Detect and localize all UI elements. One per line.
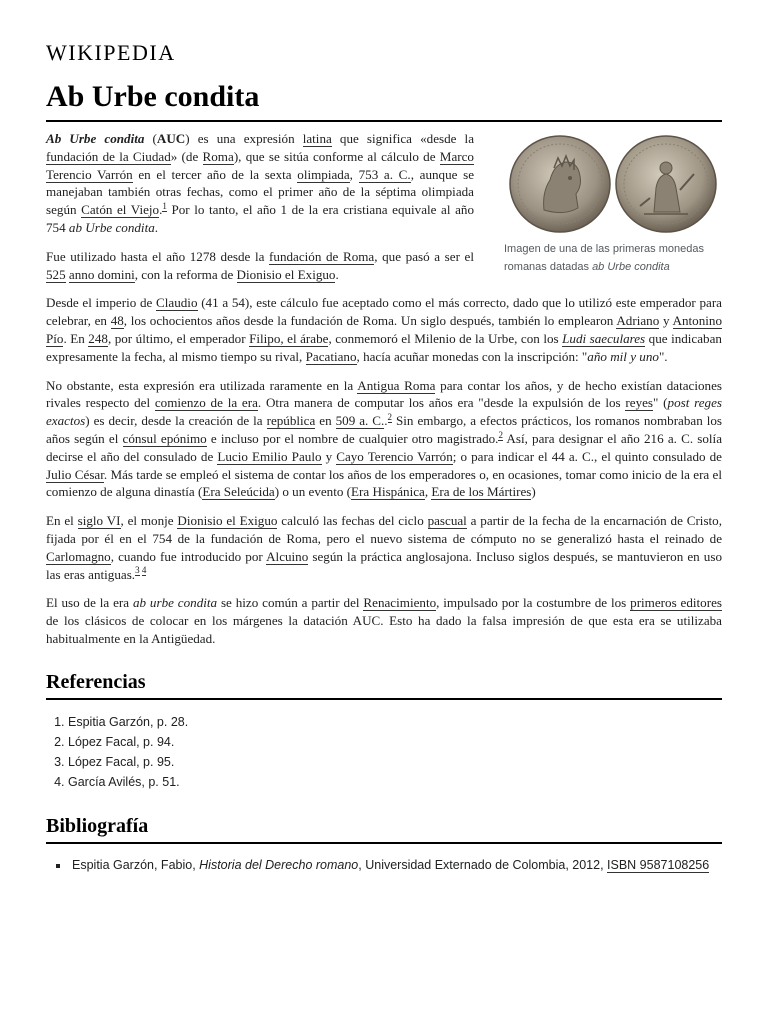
link-renacimiento[interactable]: Renacimiento — [363, 595, 437, 611]
link-reyes[interactable]: reyes — [625, 395, 654, 411]
italic-text: post reges exactos — [46, 395, 723, 429]
italic-text: Ludi saeculares — [562, 330, 646, 346]
link-isbn[interactable]: ISBN 9587108256 — [607, 857, 710, 872]
references-list — [68, 712, 722, 792]
link-antigua-roma[interactable]: Antigua Roma — [357, 377, 436, 393]
caption-italic: ab Urbe condita — [592, 261, 670, 273]
link-claudio[interactable]: Claudio — [156, 295, 198, 311]
text: de los clásicos de colocar en los márgenes la datación AUC. Esto ha dado la falsa impresión de que esta era se utilizaba habitualmente en la Antigüedad. — [46, 613, 722, 646]
link-varron[interactable]: Marco Terencio Varrón — [46, 148, 474, 182]
italic-text: ab Urbe condita — [68, 219, 155, 235]
text: , los ochocientos años desde la fundación de Roma. Un siglo después, también lo emplearon — [123, 313, 617, 329]
link-republica[interactable]: república — [266, 413, 316, 429]
text: . En — [63, 330, 89, 346]
text: Por lo tanto, el año 1 de la era cristiana equivale al año 754 — [46, 202, 474, 235]
text: , el monje — [120, 513, 178, 529]
reference-item: 2. López Facal, p. 94. — [68, 732, 722, 752]
figure-caption — [504, 240, 722, 276]
link-48[interactable]: 48 — [110, 313, 124, 329]
text: y — [659, 313, 673, 329]
text: Espitia Garzón, Fabio, — [72, 857, 200, 872]
text: ( — [144, 131, 157, 146]
reference-item: 3. López Facal, p. 95. — [68, 752, 722, 772]
reference-item: 1. Espitia Garzón, p. 28. — [68, 712, 722, 732]
text: , que pasó a ser el — [374, 248, 474, 264]
wikipedia-wordmark[interactable]: WIKIPEDIA — [46, 40, 176, 65]
article-body — [46, 130, 722, 874]
text: e incluso por el nombre de cualquier otro magistrado. — [206, 430, 499, 446]
text: . — [384, 413, 388, 429]
term-bold: Ab Urbe condita — [46, 131, 145, 146]
paragraph-4 — [46, 377, 722, 502]
link-caton[interactable]: Catón el Viejo — [81, 202, 160, 218]
link-cayo[interactable]: Cayo Terencio Varrón — [336, 448, 453, 464]
link-latina[interactable]: latina — [302, 131, 332, 146]
link-era-martires[interactable]: Era de los Mártires — [431, 484, 532, 500]
italic-text: Historia del Derecho romano — [199, 857, 359, 872]
ref-link-3[interactable]: 3 — [135, 565, 140, 576]
text: , por último, el emperador — [107, 330, 250, 346]
text: ". — [658, 348, 668, 364]
text: Así, para designar el año 216 a. C. solía decirse el año del consulado de — [46, 430, 722, 464]
text: que indicaban expresamente la fecha, al mismo tiempo su rival, — [46, 330, 722, 364]
references-heading: Referencias — [46, 670, 722, 700]
link-comienzo-era[interactable]: comienzo de la era — [154, 395, 258, 411]
italic-text: ab urbe condita — [132, 595, 218, 611]
text: " ( — [653, 395, 668, 411]
text: No obstante, esta expresión era utilizada raramente en la — [46, 377, 358, 393]
ref-link-2b[interactable]: 2 — [498, 429, 503, 440]
link-era-seleucida[interactable]: Era Seleúcida — [202, 484, 275, 500]
abbr-bold: AUC — [156, 131, 186, 146]
text: , — [349, 166, 359, 182]
bibliography-item — [70, 856, 722, 874]
italic-text: año mil y uno — [587, 348, 659, 364]
text: . — [159, 202, 163, 218]
text: que significa «desde la — [331, 131, 475, 146]
link-primeros-editores[interactable]: primeros editores — [630, 595, 723, 611]
text: El uso de la era — [46, 595, 133, 611]
text: y — [321, 448, 337, 464]
text: ) es una expresión — [185, 131, 303, 146]
link-julio-cesar[interactable]: Julio César — [46, 466, 104, 482]
text: Fue utilizado hasta el año 1278 desde la — [46, 248, 270, 264]
text: a partir de la fecha de la encarnación de Cristo, fijada por él en el 754 de la fundación de Roma, pero el nuevo sistema de cómputo no se generalizó hasta el reinado de — [46, 513, 722, 546]
text: . — [335, 266, 339, 282]
text: Sin embargo, a efectos prácticos, los romanos nombraban los años según el — [46, 413, 723, 446]
text: se hizo común a partir del — [217, 595, 364, 611]
link-509[interactable]: 509 a. C. — [335, 413, 385, 429]
text: , hacía acuñar monedas con la inscripción: " — [356, 348, 588, 364]
link-pascual[interactable]: pascual — [427, 513, 467, 529]
link-filipo[interactable]: Filipo, el árabe — [249, 330, 329, 346]
page-title: Ab Urbe condita — [46, 78, 722, 122]
text: » (de — [170, 148, 203, 164]
text: En el — [46, 513, 78, 529]
link-fundacion-ciudad[interactable]: fundación de la Ciudad — [46, 148, 171, 164]
text: ; o para indicar el 44 a. C., el quinto consulado de — [452, 448, 722, 464]
link-248[interactable]: 248 — [88, 330, 108, 346]
text: en el tercer año de la sexta — [132, 166, 298, 182]
bibliography-list — [70, 856, 722, 874]
coin-image[interactable] — [504, 132, 722, 234]
link-753[interactable]: 753 a. C. — [358, 166, 411, 182]
text: calculó las fechas del ciclo — [277, 513, 428, 529]
link-anno-domini[interactable]: anno domini — [68, 266, 135, 282]
link-pacatiano[interactable]: Pacatiano — [305, 348, 357, 364]
paragraph-3 — [46, 294, 722, 365]
link-ludi[interactable] — [562, 331, 645, 347]
caption-text: Imagen de una de las primeras monedas romanas datadas — [504, 243, 704, 273]
text: ) es decir, desde la creación de la — [85, 413, 267, 429]
link-era-hispanica[interactable]: Era Hispánica — [351, 484, 425, 500]
link-dionisio-2[interactable]: Dionisio el Exiguo — [177, 513, 278, 529]
text: . — [154, 219, 159, 235]
coin-obverse-icon — [510, 136, 610, 232]
text: para contar los años, y de hecho existían dataciones rivales respecto del — [46, 377, 722, 411]
reference-item: 4. García Avilés, p. 51. — [68, 772, 722, 792]
coin-figure — [504, 132, 722, 276]
link-525[interactable]: 525 — [46, 266, 66, 282]
coin-reverse-icon — [616, 136, 716, 232]
ref-link-2[interactable]: 2 — [387, 411, 393, 422]
bibliography-heading: Bibliografía — [46, 814, 722, 844]
link-olimpiada[interactable]: olimpiada — [297, 166, 350, 182]
link-roma[interactable]: Roma — [202, 148, 234, 164]
link-carlomagno[interactable]: Carlomagno — [46, 548, 111, 564]
text: . Más tarde se empleó el sistema de contar los años de los emperadores o, en ocasiones, tomar como inicio de la era el comienzo de alguna dinastía ( — [46, 466, 722, 500]
text: Desde el imperio de — [46, 295, 157, 311]
link-siglo-vi[interactable]: siglo VI — [77, 513, 121, 529]
text: ) o un evento ( — [274, 484, 352, 500]
text: (41 a 54), este cálculo fue aceptado como el más correcto, dado que lo utilizó este emperador para celebrar, en — [46, 295, 722, 329]
text: en — [315, 413, 336, 429]
text: según la práctica anglosajona. Incluso siglos después, se mantuvieron en uso las eras antiguas. — [46, 548, 722, 582]
text: , conmemoró el Milenio de la Urbe, con los — [328, 330, 563, 346]
text: , cuando fue introducido por — [110, 548, 267, 564]
text: , Universidad Externado de Colombia, 2012, — [358, 857, 608, 872]
text: ), que se sitúa conforme al cálculo de — [233, 148, 440, 164]
link-fundacion-roma[interactable]: fundación de Roma — [269, 248, 375, 264]
link-dionisio[interactable]: Dionisio el Exiguo — [236, 266, 336, 282]
text: , impulsado por la costumbre de los — [436, 595, 631, 611]
text: . Otra manera de computar los años era "desde la expulsión de los — [257, 395, 626, 411]
ref-link-1[interactable]: 1 — [162, 200, 167, 211]
link-adriano[interactable]: Adriano — [616, 313, 660, 329]
text: ) — [531, 484, 536, 500]
link-consul[interactable]: cónsul epónimo — [122, 430, 207, 446]
paragraph-6 — [46, 594, 722, 647]
text: , aunque se manejaban también otras fechas, como el primer año de la séptima olimpiada según — [46, 166, 475, 218]
link-lucio[interactable]: Lucio Emilio Paulo — [217, 448, 322, 464]
paragraph-5 — [46, 512, 722, 583]
link-antonino[interactable]: Antonino Pío — [46, 313, 722, 346]
text: , — [424, 484, 432, 500]
text: , con la reforma de — [134, 266, 237, 282]
ref-link-4[interactable]: 4 — [141, 565, 147, 576]
link-alcuino[interactable]: Alcuino — [266, 548, 309, 564]
